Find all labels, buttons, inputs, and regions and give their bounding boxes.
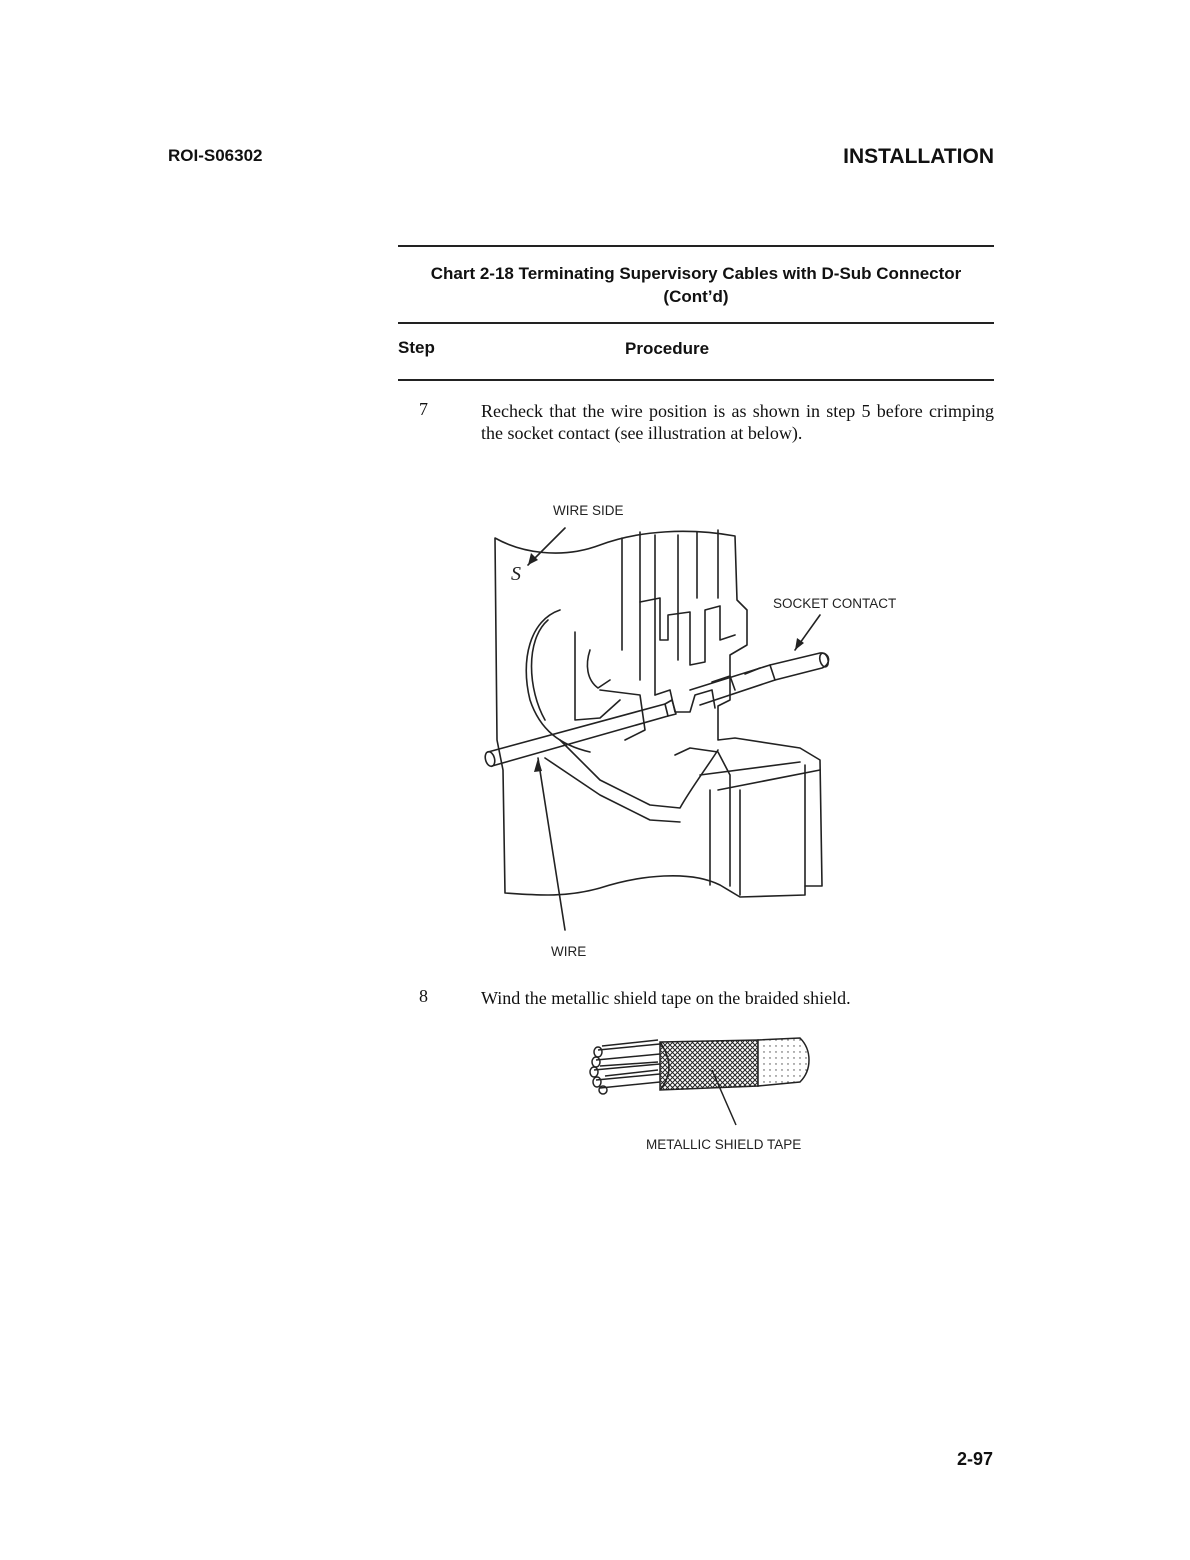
label-wire: WIRE	[551, 944, 587, 959]
page-number: 2-97	[956, 1449, 993, 1469]
step-number: 8	[419, 986, 428, 1006]
chart-title-line1: Chart 2-18 Terminating Supervisory Cables with D-Sub Connector	[430, 264, 962, 283]
column-header-step: Step	[398, 338, 435, 357]
chart-title-line2: (Cont’d)	[663, 287, 729, 306]
step-text: Wind the metallic shield tape on the braided shield.	[481, 988, 851, 1008]
s-mark: S	[511, 563, 521, 585]
label-socket-contact: SOCKET CONTACT	[773, 596, 897, 611]
step-number: 7	[419, 399, 428, 419]
step-text: Recheck that the wire position is as shown in step 5 before crimping the socket contact (see illustration at below).	[481, 401, 994, 443]
column-header-procedure: Procedure	[625, 339, 710, 358]
section-title: INSTALLATION	[843, 145, 994, 168]
label-wire-side: WIRE SIDE	[553, 503, 624, 518]
label-metallic-shield-tape: METALLIC SHIELD TAPE	[646, 1137, 802, 1152]
document-id: ROI-S06302	[168, 146, 263, 165]
